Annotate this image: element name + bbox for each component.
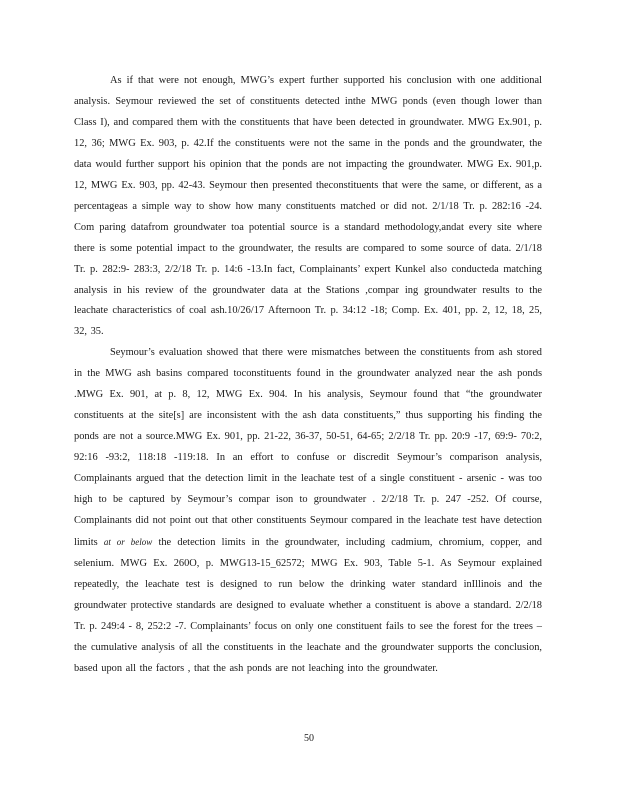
paragraph-1: As if that were not enough, MWG’s expert further supported his conclusion with one additional analysis. Seymour reviewed the set of constituents detected inthe MWG ponds (even though lower than Class I), and compared them with the constituents that have been detected in groundwater. MWG Ex.901, p. 12, 36; MWG Ex. 903, p. 42.If the constituents were not the same in the ponds and the groundwater, the data would further support his opinion that the ponds are not impacting the groundwater. MWG Ex. 901,p. 12, MWG Ex. 903, pp. 42-43. Seymour then presented theconstituents that were the same, or different, as a percentageas a simple way to show how many constituents matched or did not. 2/1/18 Tr. p. 282:16 -24. Com paring datafrom groundwater toa potential source is a standard methodology,andat every site where there is some potential impact to the groundwater, the results are compared to some source of data. 2/1/18 Tr. p. 282:9- 283:3, 2/2/18 Tr. p. 14:6 -13.In fact, Complainants’ expert Kunkel also conducteda matching analysis in his review of the groundwater data at the Stations ,compar ing groundwater results to the leachate characteristics of coal ash.10/26/17 Afternoon Tr. p. 34:12 -18; Comp. Ex. 401, pp. 2, 12, 18, 25, 32, 35. (74, 75, 542, 338)
paragraph-2-part-1: Seymour’s evaluation showed that there were mismatches between the constituents from ash stored in the MWG ash basins compared toconstituents found in the groundwater analyzed near the ash ponds .MWG Ex. 901, at p. 8, 12, MWG Ex. 904. In his analysis, Seymour found that “the groundwater constituents at the site[s] are inconsistent with the ash data constituents,” thus supporting his finding the ponds are not a source.MWG Ex. 901, pp. 21-22, 36-37, 50-51, 64-65; 2/2/18 Tr. pp. 20:9 -17, 69:9- 70:2, 92:16 -93:2, 118:18 -119:18. In an effort to confuse or discredit Seymour’s comparison analysis, Complainants argued that the detection limit in the leachate test of a single constituent - arsenic - was too high to be captured by Seymour’s compar ison to groundwater . 2/2/18 Tr. p. 247 -252. Of course, Complainants did not point out that other constituents Seymour compared in the leachate test have detection limits (74, 347, 542, 548)
paragraph-2-part-2: the detection limits in the groundwater, including cadmium, chromium, copper, and selenium. MWG Ex. 260O, p. MWG13-15_62572; MWG Ex. 903, Table 5-1. As Seymour explained repeatedly, the leachate test is designed to run below the drinking water standard inIllinois and the groundwater protective standards are designed to evaluate whether a constituent is above a standard. 2/2/18 Tr. p. 249:4 - 8, 252:2 -7. Complainants’ focus on only one constituent fails to see the forest for the trees –the cumulative analysis of all the constituents in the leachate and the groundwater supports the conclusion, based upon all the factors , that the ash ponds are not leaching into the groundwater. (74, 536, 542, 674)
body-text (74, 71, 542, 680)
page-number: 50 (304, 733, 314, 744)
italic-emphasis: at or below (103, 536, 153, 547)
paragraph-2 (74, 343, 542, 679)
